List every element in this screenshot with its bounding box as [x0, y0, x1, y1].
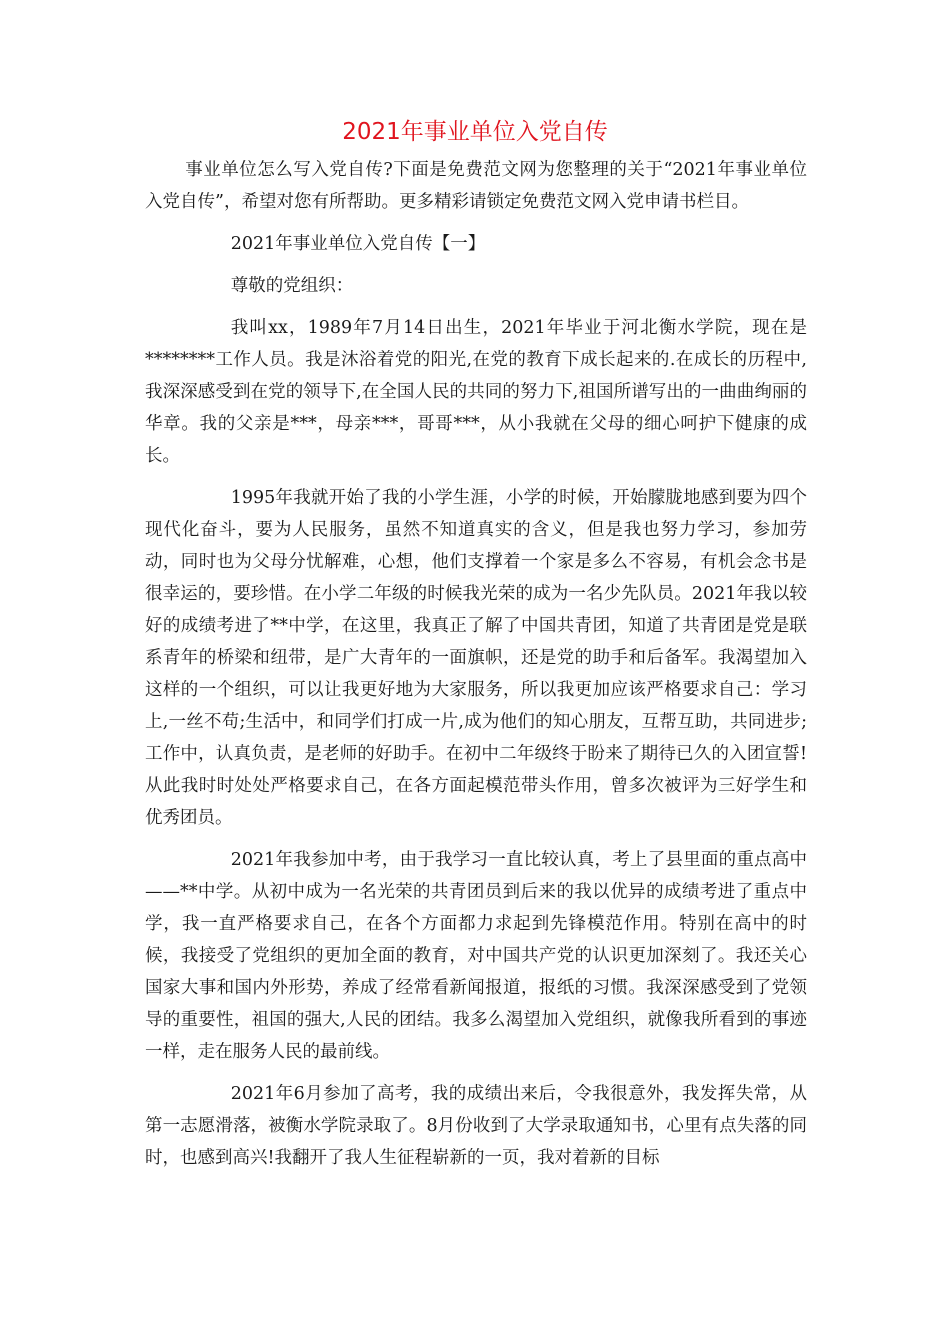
intro-paragraph: 事业单位怎么写入党自传?下面是免费范文网为您整理的关于“2021年事业单位入党自传”，希望对您有所帮助。更多精彩请锁定免费范文网入党申请书栏目。 — [145, 160, 807, 212]
salutation: 尊敬的党组织： — [230, 276, 354, 296]
body-paragraph-3: 2021年我参加中考，由于我学习一直比较认真，考上了县里面的重点高中——**中学。从初中成为一名光荣的共青团员到后来的我以优异的成绩考进了重点中学，我一直严格要求自己，在各个方面都力求起到先锋模范作用。特别在高中的时候，我接受了党组织的更加全面的教育，对中国共产党的认识更加深刻了。我还关心国家大事和国内外形势，养成了经常看新闻报道，报纸的习惯。我深深感受到了党领导的重要性，祖国的强大,人民的团结。我多么渴望加入党组织，就像我所看到的事迹一样，走在服务人民的最前线。 — [145, 850, 807, 1062]
body-paragraph-4: 2021年6月参加了高考，我的成绩出来后，令我很意外，我发挥失常，从第一志愿滑落，被衡水学院录取了。8月份收到了大学录取通知书，心里有点失落的同时，也感到高兴!我翻开了我人生征程崭新的一页，我对着新的目标 — [145, 1084, 807, 1168]
body-paragraph-2: 1995年我就开始了我的小学生涯，小学的时候，开始朦胧地感到要为四个现代化奋斗，要为人民服务，虽然不知道真实的含义，但是我也努力学习，参加劳动，同时也为父母分忧解难，心想，他们支撑着一个家是多么不容易，有机会念书是很幸运的，要珍惜。在小学二年级的时候我光荣的成为一名少先队员。2021年我以较好的成绩考进了**中学，在这里，我真正了解了中国共青团，知道了共青团是党是联系青年的桥梁和纽带，是广大青年的一面旗帜，还是党的助手和后备军。我渴望加入这样的一个组织，可以让我更好地为大家服务，所以我更加应该严格要求自己：学习上,一丝不苟;生活中，和同学们打成一片,成为他们的知心朋友，互帮互助，共同进步;工作中，认真负责，是老师的好助手。在初中二年级终于盼来了期待已久的入团宣誓!从此我时时处处严格要求自己，在各方面起模范带头作用，曾多次被评为三好学生和优秀团员。 — [145, 488, 807, 828]
document-title: 2021年事业单位入党自传 — [342, 119, 608, 145]
document-body — [145, 154, 807, 1174]
section-heading: 2021年事业单位入党自传【一】 — [230, 234, 486, 254]
body-paragraph-1: 我叫xx，1989年7月14日出生，2021年毕业于河北衡水学院，现在是********工作人员。我是沐浴着党的阳光,在党的教育下成长起来的.在成长的历程中,我深深感受到在党的领导下,在全国人民的共同的努力下,祖国所谱写出的一曲曲绚丽的华章。我的父亲是***，母亲***，哥哥***，从小我就在父母的细心呵护下健康的成长。 — [145, 318, 807, 466]
